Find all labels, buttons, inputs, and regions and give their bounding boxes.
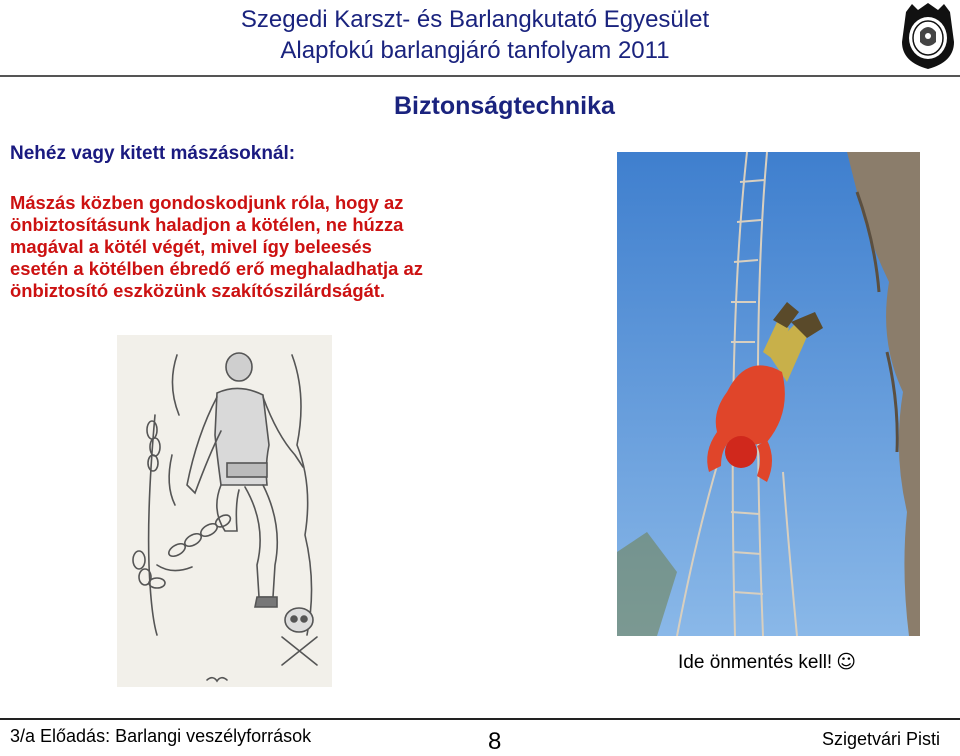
page-number: 8 — [488, 728, 502, 755]
body-line: esetén a kötélben ébredő erő meghaladhatja az — [10, 258, 423, 279]
slide-subtitle: Nehéz vagy kitett mászásoknál: — [10, 143, 296, 164]
photo-caption — [678, 651, 856, 674]
body-line: magával a kötél végét, mivel így beleesés — [10, 236, 372, 257]
club-logo-icon — [898, 2, 958, 70]
body-line: önbiztosító eszközünk szakítószilárdságát. — [10, 280, 386, 301]
header-organization: Szegedi Karszt- és Barlangkutató Egyesület — [240, 6, 710, 33]
body-line: Mászás közben gondoskodjunk róla, hogy az — [10, 192, 404, 213]
footer-author: Szigetvári Pisti — [822, 729, 941, 749]
body-line: önbiztosításunk haladjon a kötélen, ne húzza — [10, 214, 404, 235]
caption-text: Ide önmentés kell! — [678, 652, 833, 673]
slide-title: Biztonságtechnika — [394, 92, 615, 120]
body-paragraph — [10, 192, 480, 302]
header-course: Alapfokú barlangjáró tanfolyam 2011 — [280, 37, 670, 64]
hanging-climber-photo — [617, 152, 920, 636]
footer-rule — [0, 718, 960, 720]
smiley-icon: ☺ — [836, 651, 857, 673]
climber-sketch-image — [117, 335, 332, 687]
footer-lecture: 3/a Előadás: Barlangi veszélyforrások — [10, 726, 312, 746]
header-rule — [0, 75, 960, 77]
